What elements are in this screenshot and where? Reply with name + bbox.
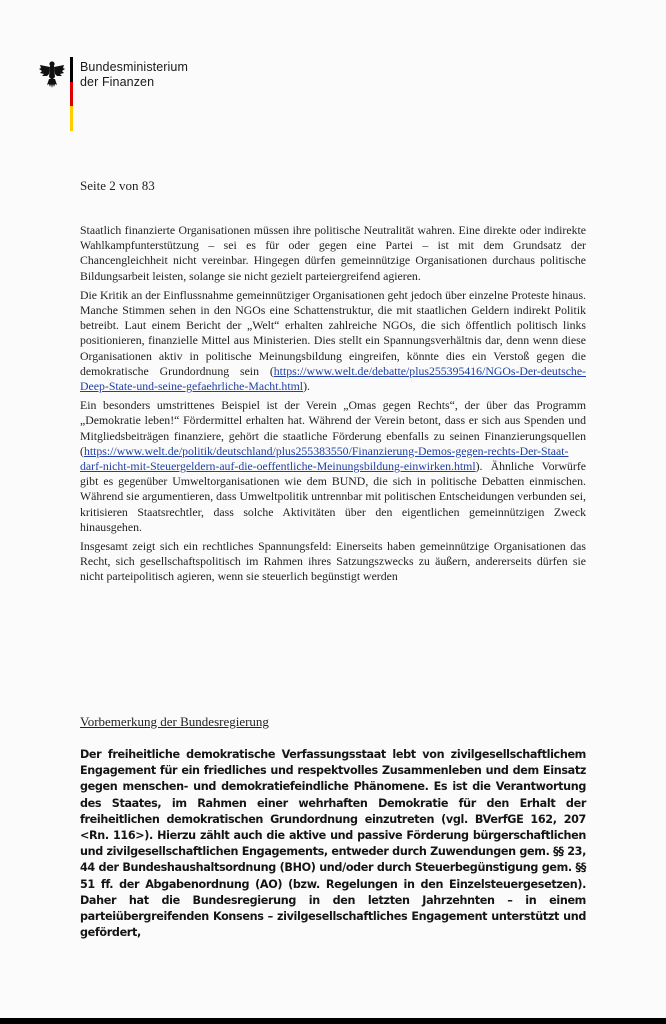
paragraph-3-text: Ein besonders umstrittenes Beispiel ist der Verein „Omas gegen Rechts“, der über das Programm „Demokratie leben!“ Fördermittel erhalten hat. Während der Verein betont, dass er sich aus Spenden und Mitgliedsbeiträgen finanziere, gehört die staatliche Förderung ebenfalls zu seinen Finanzierungsquellen ( — [80, 398, 586, 458]
section-title: Vorbemerkung der Bundesregierung — [80, 714, 269, 729]
paragraph-2 — [80, 288, 586, 394]
ministry-name-line1: Bundesministerium — [80, 60, 188, 74]
paragraph-4: Insgesamt zeigt sich ein rechtliches Spannungsfeld: Einerseits haben gemeinnützige Organisationen das Recht, sich gesellschaftspolitisch im Rahmen ihres Satzungszwecks zu äußern, andererseits dürfen sie nicht parteipolitisch agieren, wenn sie steuerlich begünstigt werden — [80, 539, 586, 584]
flag-stripe-red — [70, 82, 73, 107]
flag-stripe-black — [70, 57, 73, 82]
welt-financing-link[interactable]: https://www.welt.de/politik/deutschland/plus255383550/Finanzierung-Demos-gegen-rechts-Der-Staat-darf-nicht-mit-Steuergeldern-auf-die-oeffentliche-Meinungsbildung-einwirken.html — [80, 443, 569, 474]
federal-eagle-icon — [39, 60, 65, 90]
flag-color-bar — [70, 57, 73, 131]
government-statement: Der freiheitliche demokratische Verfassungsstaat lebt von zivilgesellschaftlichem Engagement für ein friedliches und respektvolles Zusammenleben und dem Einsatz gegen menschen- und demokratiefeindliche Phänomene. Es ist die Verantwortung des Staates, im Rahmen einer wehrhaften Demokratie für den Erhalt der freiheitlichen demokratischen Grundordnung einzutreten (vgl. BVerfGE 162, 207 <Rn. 116>). Hierzu zählt auch die aktive und passive Förderung bürgerschaftlichen und zivilgesellschaftlichen Engagements, entweder durch Zuwendungen gem. §§ 23, 44 der Bundeshaushaltsordnung (BHO) und/oder durch Steuerbegünstigung gem. §§ 51 ff. der Abgabenordnung (AO) (bzw. Regelungen in den Einzelsteuergesetzen). Daher hat die Bundesregierung in den letzten Jahrzehnten – in einem parteiübergreifenden Konsens – zivilgesellschaftliches Engagement unterstützt und gefördert, — [80, 748, 586, 940]
page-number: Seite 2 von 83 — [80, 178, 155, 193]
paragraph-3-end: ). Ähnliche Vorwürfe gibt es gegenüber Umweltorganisationen wie dem BUND, die sich in politische Debatten einmischen. Während sie argumentieren, dass Umweltpolitik untrennbar mit politischen Entscheidungen verbunden sei, kritisieren Staatsrechtler, dass solche Aktivitäten über den eigentlichen gemeinnützigen Zweck hinausgehen. — [80, 459, 586, 534]
ministry-name — [80, 60, 188, 90]
flag-stripe-gold — [70, 106, 73, 131]
welt-deep-state-link[interactable]: https://www.welt.de/debatte/plus255395416/NGOs-Der-deutsche-Deep-State-und-seine-gefaehrliche-Macht.html — [80, 363, 586, 394]
paragraph-1: Staatlich finanzierte Organisationen müssen ihre politische Neutralität wahren. Eine direkte oder indirekte Wahlkampfunterstützung – sei es für oder gegen eine Partei – ist mit dem Grundsatz der Chancengleichheit nicht vereinbar. Hingegen dürfen gemeinnützige Organisationen durchaus politische Bildungsarbeit leisten, solange sie nicht gezielt parteiergreifend agieren. — [80, 223, 586, 283]
bottom-bar — [0, 1018, 666, 1024]
question-text — [80, 223, 586, 589]
paragraph-3 — [80, 398, 586, 535]
ministry-name-line2: der Finanzen — [80, 75, 155, 89]
paragraph-2-end: ). — [303, 379, 310, 394]
paragraph-2-text: Die Kritik an der Einflussnahme gemeinnütziger Organisationen geht jedoch über einzelne Proteste hinaus. Manche Stimmen sehen in den NGOs eine Schattenstruktur, die mit staatlichen Geldern indirekt Politik betreibt. Laut einem Bericht der „Welt“ erhalten zahlreiche NGOs, die sich öffentlich politisch links positionieren, finanzielle Mittel aus Ministerien. Dies stellt ein Spannungsverhältnis dar, denn wenn diese Organisationen aktiv in politische Meinungsbildung eingreifen, könnte dies ein Verstoß gegen die demokratische Grundordnung sein ( — [80, 287, 586, 378]
